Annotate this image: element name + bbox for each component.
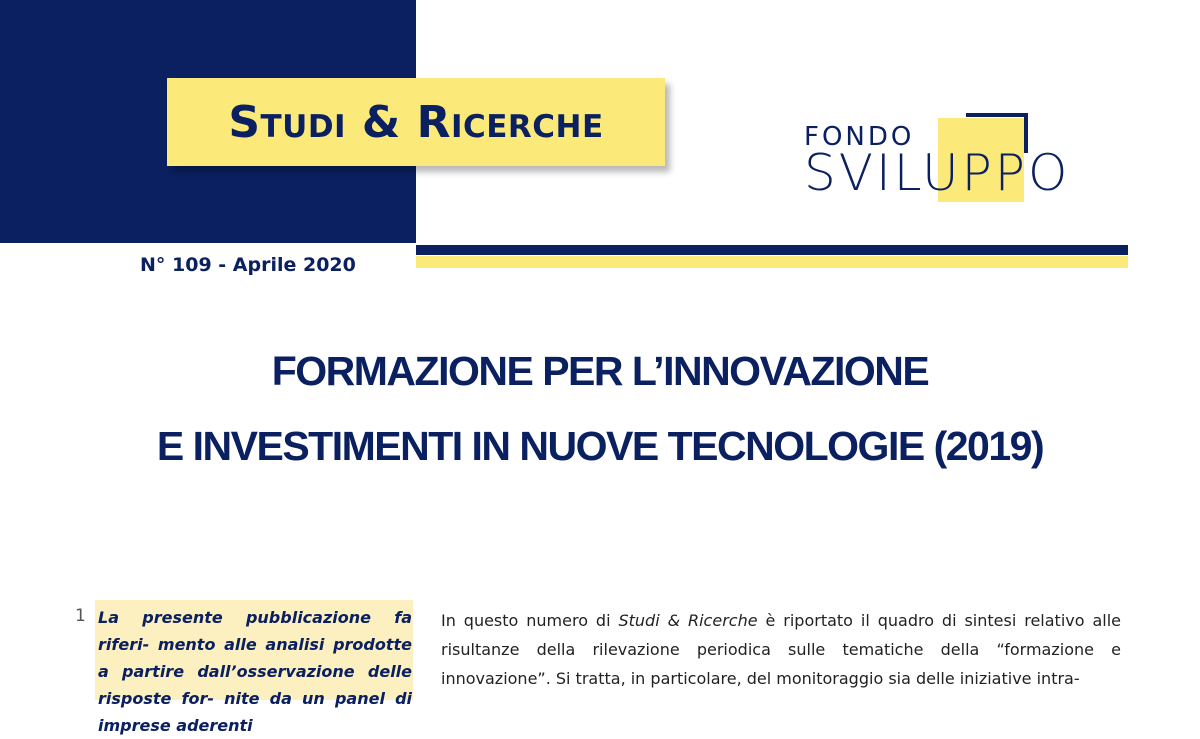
issue-number: N° 109 - Aprile 2020: [140, 254, 356, 276]
footnote-marker: 1: [75, 606, 86, 626]
logo-word-sviluppo: SVILUPPO: [804, 144, 1071, 202]
body-text-rest: è riportato il quadro di sintesi relativo alle risultanze della rilevazione periodica sulle tematiche della “formazione e innovazione”. Si tratta, in particolare, del monitoraggio sia delle iniziative intra-: [441, 611, 1121, 688]
body-series-name: Studi & Ricerche: [618, 611, 758, 630]
footnote-line: dall’osservazione delle risposte for-: [98, 662, 413, 708]
footnote-text: [98, 604, 412, 739]
footnote-line: mento alle analisi prodotte a partire: [98, 635, 412, 681]
series-title: Studi & Ricerche: [228, 96, 604, 148]
body-text-start: In questo numero di: [441, 611, 619, 630]
footnote-line: nite da un panel di imprese aderenti: [98, 689, 413, 735]
logo-word-fondo: FONDO: [804, 122, 915, 152]
page-title-line-2: E INVESTIMENTI IN NUOVE TECNOLOGIE (2019): [156, 423, 1044, 469]
body-paragraph: [441, 606, 1121, 693]
fondo-sviluppo-logo: [804, 110, 1114, 210]
header-rule-navy: [416, 245, 1128, 255]
page-title-line-1: FORMAZIONE PER L’INNOVAZIONE: [271, 348, 929, 394]
series-banner: [167, 78, 665, 166]
header-rule-yellow: [416, 256, 1128, 268]
footnote-line: La presente pubblicazione fa riferi-: [98, 608, 412, 654]
